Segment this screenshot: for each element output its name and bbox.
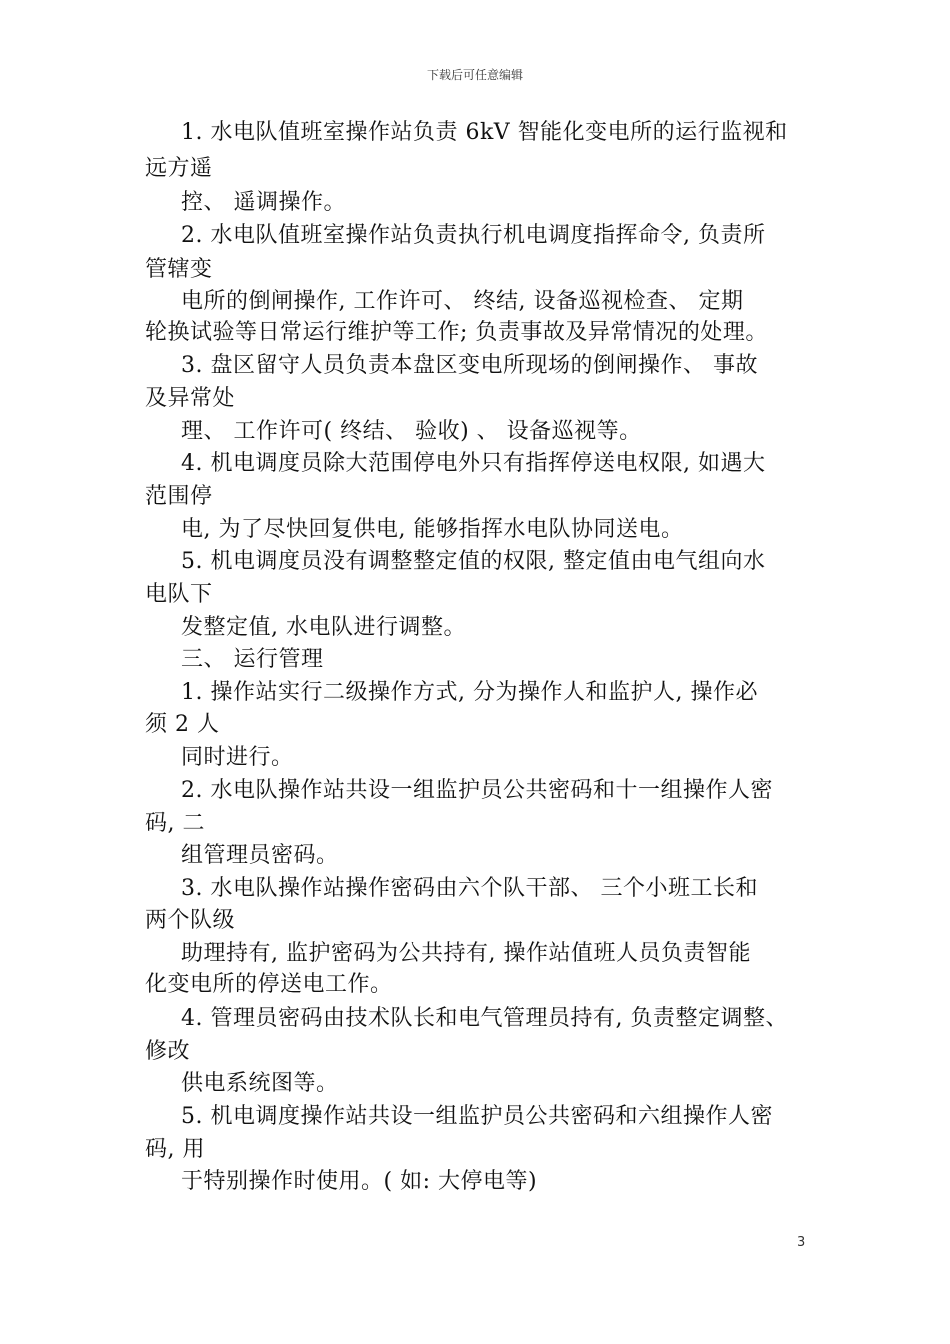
- text-line: 化变电所的停送电工作。: [145, 972, 393, 997]
- text-line: 3. 水电队操作站操作密码由六个队干部、 三个小班工长和: [181, 876, 758, 901]
- text-line: 码, 用: [145, 1137, 205, 1162]
- text-line: 于特别操作时使用。( 如: 大停电等): [181, 1169, 538, 1194]
- text-line: 轮换试验等日常运行维护等工作; 负责事故及异常情况的处理。: [145, 320, 768, 345]
- text-line: 5. 机电调度员没有调整整定值的权限, 整定值由电气组向水: [181, 549, 766, 574]
- text-line: 码, 二: [145, 811, 205, 836]
- section-heading: 三、 运行管理: [181, 647, 324, 672]
- text-line: 发整定值, 水电队进行调整。: [181, 615, 466, 640]
- text-line: 1. 水电队值班室操作站负责 6kV 智能化变电所的运行监视和: [181, 120, 788, 145]
- text-line: 4. 管理员密码由技术队长和电气管理员持有, 负责整定调整、: [181, 1006, 788, 1031]
- page-header: 下载后可任意编辑: [426, 68, 523, 82]
- text-line: 两个队级: [145, 908, 236, 933]
- text-line: 2. 水电队值班室操作站负责执行机电调度指挥命令, 负责所: [181, 223, 766, 248]
- text-line: 管辖变: [145, 257, 213, 282]
- text-line: 须 2 人: [145, 712, 220, 737]
- text-line: 3. 盘区留守人员负责本盘区变电所现场的倒闸操作、 事故: [181, 353, 758, 378]
- text-line: 电队下: [145, 582, 213, 607]
- text-line: 4. 机电调度员除大范围停电外只有指挥停送电权限, 如遇大: [181, 451, 766, 476]
- text-line: 供电系统图等。: [181, 1071, 339, 1096]
- text-line: 修改: [145, 1039, 191, 1064]
- text-line: 理、 工作许可( 终结、 验收) 、 设备巡视等。: [181, 419, 642, 444]
- text-line: 组管理员密码。: [181, 843, 339, 868]
- text-line: 5. 机电调度操作站共设一组监护员公共密码和六组操作人密: [181, 1104, 773, 1129]
- text-line: 助理持有, 监护密码为公共持有, 操作站值班人员负责智能: [181, 941, 751, 966]
- page-number: 3: [797, 1235, 806, 1250]
- text-line: 范围停: [145, 484, 213, 509]
- text-line: 电, 为了尽快回复供电, 能够指挥水电队协同送电。: [181, 517, 684, 542]
- text-line: 远方遥: [145, 156, 213, 181]
- text-line: 及异常处: [145, 386, 236, 411]
- text-line: 2. 水电队操作站共设一组监护员公共密码和十一组操作人密: [181, 778, 773, 803]
- text-line: 电所的倒闸操作, 工作许可、 终结, 设备巡视检查、 定期: [181, 289, 744, 314]
- text-line: 同时进行。: [181, 745, 294, 770]
- text-line: 控、 遥调操作。: [181, 190, 346, 215]
- text-line: 1. 操作站实行二级操作方式, 分为操作人和监护人, 操作必: [181, 680, 758, 705]
